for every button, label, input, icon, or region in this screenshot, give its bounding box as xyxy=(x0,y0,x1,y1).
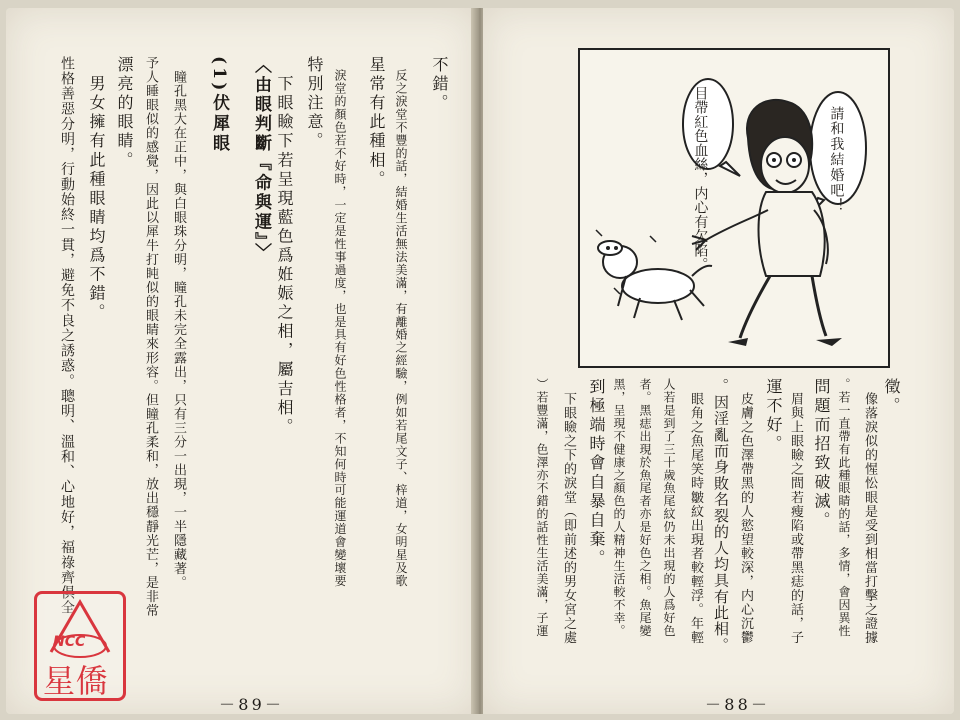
right-text-column: 者。黑痣出現於魚尾者亦是好色之相。魚尾變 xyxy=(638,378,652,638)
stamp-ncc-text: NCC xyxy=(53,634,86,650)
left-text-column: 漂亮的眼睛。 xyxy=(115,56,134,171)
right-text-column: 運不好。 xyxy=(764,378,783,455)
left-text-column: (1)伏犀眼 xyxy=(209,56,229,155)
right-text-column: 像落淚似的惺忪眼是受到相當打擊之證據 xyxy=(862,378,877,645)
right-text-column: 問題而招致破滅。 xyxy=(812,378,831,531)
left-page xyxy=(6,8,477,714)
right-text-column: 。因淫亂而身敗名裂的人均具有此相。 xyxy=(712,378,730,654)
right-text-column: 黑，呈現不健康之顏色的人精神生活較不幸。 xyxy=(612,378,626,638)
left-text-column: 瞳孔黑大在正中，與白眼珠分明，瞳孔未完全露出，只有三分一出現，一半隱藏著。 xyxy=(171,56,186,590)
right-text-column: 。若一直帶有此種眼睛的話，多情，會因異性 xyxy=(837,378,851,638)
right-page-number: －88－ xyxy=(705,695,771,714)
ncc-seal-stamp xyxy=(34,591,126,701)
left-text-column: 〈由眼判斷『命與運』〉 xyxy=(251,56,271,263)
right-text-column: 下眼瞼之下的淚堂（即前述的男女宮之處 xyxy=(561,378,576,645)
left-text-column: 男女擁有此種眼睛均爲不錯。 xyxy=(87,56,106,323)
left-text-column: 予人睡眼似的感覺，因此以犀牛打盹似的眼睛來形容。但瞳孔柔和，放出穩靜光芒，是非常 xyxy=(143,56,158,618)
right-text-column: ）若豐滿，色澤亦不錯的話性生活美滿，子運 xyxy=(535,378,549,638)
left-text-column: 星常有此種相。 xyxy=(367,56,386,190)
right-text-column: 人若是到了三十歲魚尾紋仍未出現的人爲好色 xyxy=(662,378,676,638)
stamp-name-text: 星僑 xyxy=(43,662,109,700)
left-text-column: 特別注意。 xyxy=(305,56,324,152)
cartoon-illustration xyxy=(578,48,890,368)
right-text-column: 眼角之魚尾笑時皺紋出現者較輕浮。年輕 xyxy=(688,378,703,645)
speech-bubble-marry-me: 請和我結婚吧！ xyxy=(828,106,845,214)
left-text-column: 反之淚堂不豐的話，結婚生活無法美滿，有離婚之經驗，例如若尾文子、梓道，女明星及歌 xyxy=(394,56,408,588)
right-text-column: 徵。 xyxy=(882,378,901,417)
left-text-column: 淚堂的顏色若不好時，一定是性事過度，也是具有好色性格者，不知何時可能運道會變壞要 xyxy=(333,56,347,588)
right-page xyxy=(483,8,954,714)
left-page-number: －89－ xyxy=(219,695,285,714)
left-text-column: 下眼瞼下若呈現藍色爲姙娠之相，屬吉相。 xyxy=(275,56,294,437)
left-text-column: 不錯。 xyxy=(430,56,449,114)
right-text-column: 皮膚之色澤帶黑的人慾望較深，内心沉鬱 xyxy=(738,378,753,645)
speech-bubble-eye-note: 目帶紅色血絲，内心有欠陷。 xyxy=(692,86,709,272)
right-text-column: 到極端時會自暴自棄。 xyxy=(587,378,606,569)
left-text-column: 性格善惡分明，行動始終一貫，避免不良之誘惑。聰明、溫和、心地好，福祿齊俱全 xyxy=(59,56,75,616)
right-text-column: 眉與上眼瞼之間若瘦陷或帶黑痣的話，子 xyxy=(788,378,803,645)
